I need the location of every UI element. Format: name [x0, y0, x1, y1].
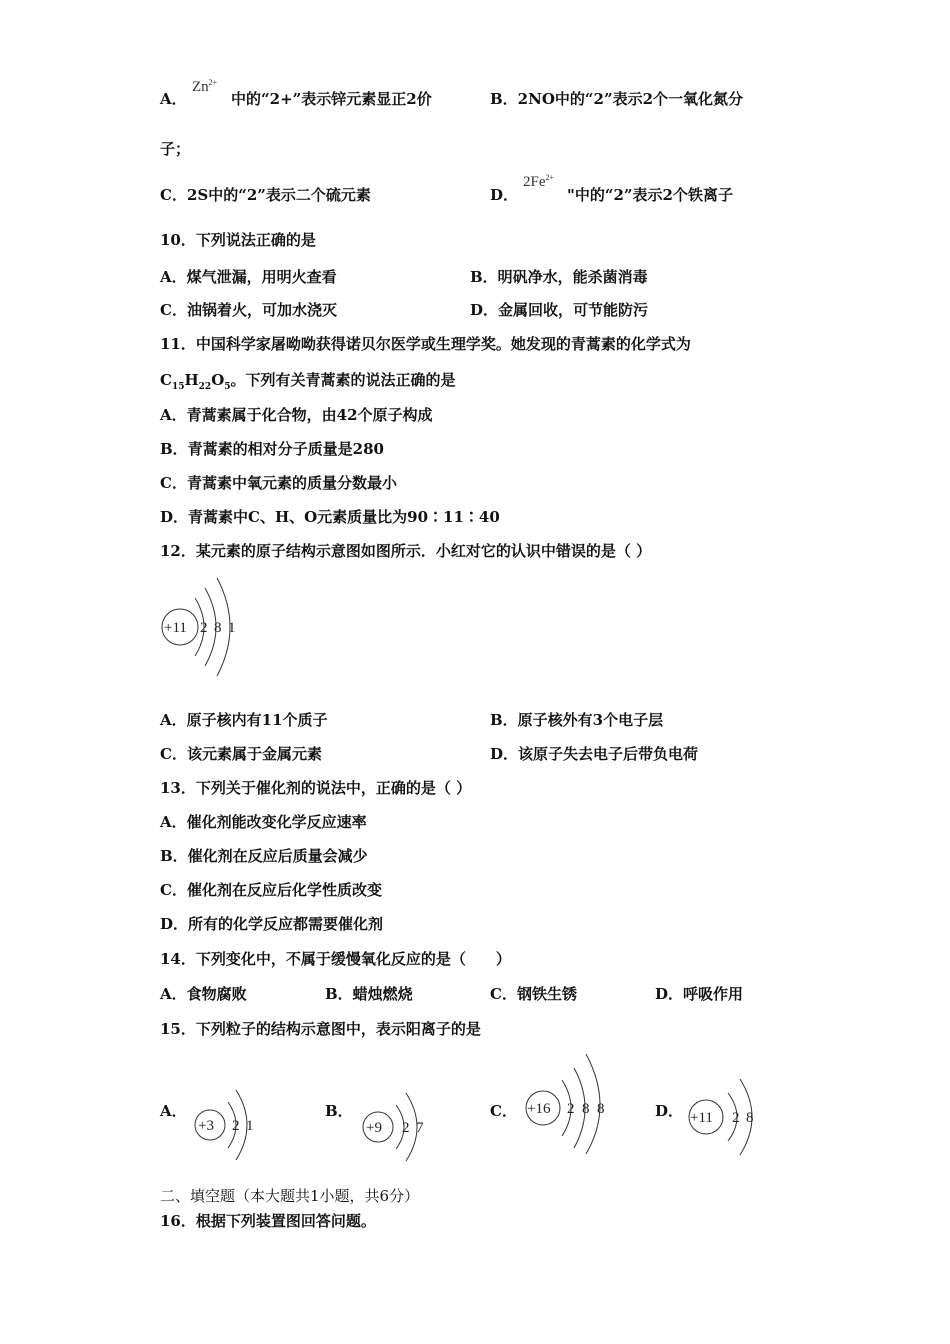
q14-stem: 14．下列变化中，不属于缓慢氧化反应的是（ ） [160, 950, 511, 968]
q9-d-formula [523, 173, 554, 191]
q9-d-formula-base: 2Fe [523, 174, 546, 190]
q13-option-a[interactable]: A．催化剂能改变化学反应速率 [160, 813, 367, 831]
q10-option-a[interactable]: A．煤气泄漏，用明火查看 [160, 268, 337, 286]
q15-a-nucleus: +3 [198, 1118, 214, 1134]
q15-d-diagram [686, 1075, 776, 1165]
q15-d-shell-2: 8 [746, 1110, 754, 1126]
q15-c-shell-1: 2 [567, 1101, 575, 1117]
q11-option-c[interactable]: C．青蒿素中氧元素的质量分数最小 [160, 474, 397, 492]
q10-option-c[interactable]: C．油锅着火，可加水浇灭 [160, 301, 337, 319]
q11-formula [160, 371, 231, 392]
q10-option-b[interactable]: B．明矾净水，能杀菌消毒 [470, 268, 648, 286]
q13-option-b[interactable]: B．催化剂在反应后质量会减少 [160, 847, 368, 865]
q9-option-d[interactable] [490, 185, 518, 205]
q11-option-a[interactable]: A．青蒿素属于化合物，由42个原子构成 [160, 406, 433, 424]
q9-b-continuation: 子； [160, 140, 191, 158]
q9-option-c[interactable]: C．2S中的“2”表示二个硫元素 [160, 186, 371, 204]
q15-a-shell-2: 1 [246, 1118, 254, 1134]
q11-stem: 11．中国科学家屠呦呦获得诺贝尔医学或生理学奖。她发现的青蒿素的化学式为 [160, 335, 691, 353]
q15-b-shell-1: 2 [402, 1120, 410, 1136]
q9-a-label: A． [160, 90, 187, 108]
formula-h: H [184, 371, 199, 389]
q10-option-d[interactable]: D．金属回收，可节能防污 [470, 301, 649, 319]
q9-option-b[interactable]: B．2NO中的“2”表示2个一氧化氮分 [490, 90, 744, 108]
q12-option-b[interactable]: B．原子核外有3个电子层 [490, 711, 664, 729]
q11-stem-cont: 。下列有关青蒿素的说法正确的是 [230, 371, 456, 389]
formula-sub-5: 5 [224, 382, 231, 392]
q15-b-nucleus: +9 [366, 1120, 382, 1136]
q9-d-text: "中的“2”表示2个铁离子 [567, 186, 733, 204]
q14-option-c[interactable]: C．钢铁生锈 [490, 985, 577, 1003]
q15-option-d[interactable]: D． [655, 1102, 684, 1120]
q12-atom-diagram [155, 570, 255, 680]
q12-option-c[interactable]: C．该元素属于金属元素 [160, 745, 322, 763]
q15-option-b[interactable]: B． [325, 1102, 353, 1120]
q14-option-a[interactable]: A．食物腐败 [160, 985, 247, 1003]
q14-option-b[interactable]: B．蜡烛燃烧 [325, 985, 413, 1003]
q11-formula-line [160, 370, 456, 397]
q13-stem: 13．下列关于催化剂的说法中，正确的是（ ） [160, 779, 472, 797]
q15-a-diagram [190, 1080, 270, 1170]
q14-option-d[interactable]: D．呼吸作用 [655, 985, 744, 1003]
formula-sub-22: 22 [198, 382, 212, 392]
q15-option-a[interactable]: A． [160, 1102, 187, 1120]
formula-sub-15: 15 [171, 382, 185, 392]
q16-stem: 16．根据下列装置图回答问题。 [160, 1212, 376, 1230]
q9-a-formula [192, 78, 217, 96]
q13-option-c[interactable]: C．催化剂在反应后化学性质改变 [160, 881, 382, 899]
q15-option-c[interactable]: C． [490, 1102, 517, 1120]
q9-a-formula-sup: 2+ [208, 78, 218, 87]
q15-b-diagram [358, 1083, 438, 1173]
section-2-heading: 二、填空题（本大题共1小题，共6分） [160, 1187, 420, 1205]
q15-c-nucleus: +16 [527, 1101, 551, 1117]
q12-shell-1: 2 [200, 620, 208, 636]
q9-d-formula-sup: 2+ [545, 173, 555, 182]
q9-option-a[interactable] [160, 89, 187, 109]
q9-d-label: D． [490, 186, 519, 204]
q10-stem: 10．下列说法正确的是 [160, 231, 316, 249]
q15-stem: 15．下列粒子的结构示意图中，表示阳离子的是 [160, 1020, 481, 1038]
q9-a-formula-base: Zn [192, 79, 209, 95]
q15-a-shell-1: 2 [232, 1118, 240, 1134]
q9-a-text: 中的“2+”表示锌元素显正2价 [231, 90, 432, 108]
q12-nucleus-label: +11 [164, 620, 187, 636]
q15-c-shell-3: 8 [597, 1101, 605, 1117]
q15-b-shell-2: 7 [416, 1120, 424, 1136]
q11-option-b[interactable]: B．青蒿素的相对分子质量是280 [160, 440, 384, 458]
q12-stem: 12．某元素的原子结构示意图如图所示．小红对它的认识中错误的是（ ） [160, 542, 652, 560]
q11-option-d[interactable]: D．青蒿素中C、H、O元素质量比为90∶11∶40 [160, 508, 500, 526]
formula-c: C [160, 371, 172, 389]
formula-o: O [211, 371, 225, 389]
q12-option-a[interactable]: A．原子核内有11个质子 [160, 711, 328, 729]
q15-d-shell-1: 2 [732, 1110, 740, 1126]
q15-c-diagram [522, 1050, 622, 1150]
q12-option-d[interactable]: D．该原子失去电子后带负电荷 [490, 745, 699, 763]
q12-shell-2: 8 [214, 620, 222, 636]
q15-c-shell-2: 8 [582, 1101, 590, 1117]
q12-shell-3: 1 [228, 620, 236, 636]
q13-option-d[interactable]: D．所有的化学反应都需要催化剂 [160, 915, 384, 933]
q15-d-nucleus: +11 [690, 1110, 713, 1126]
